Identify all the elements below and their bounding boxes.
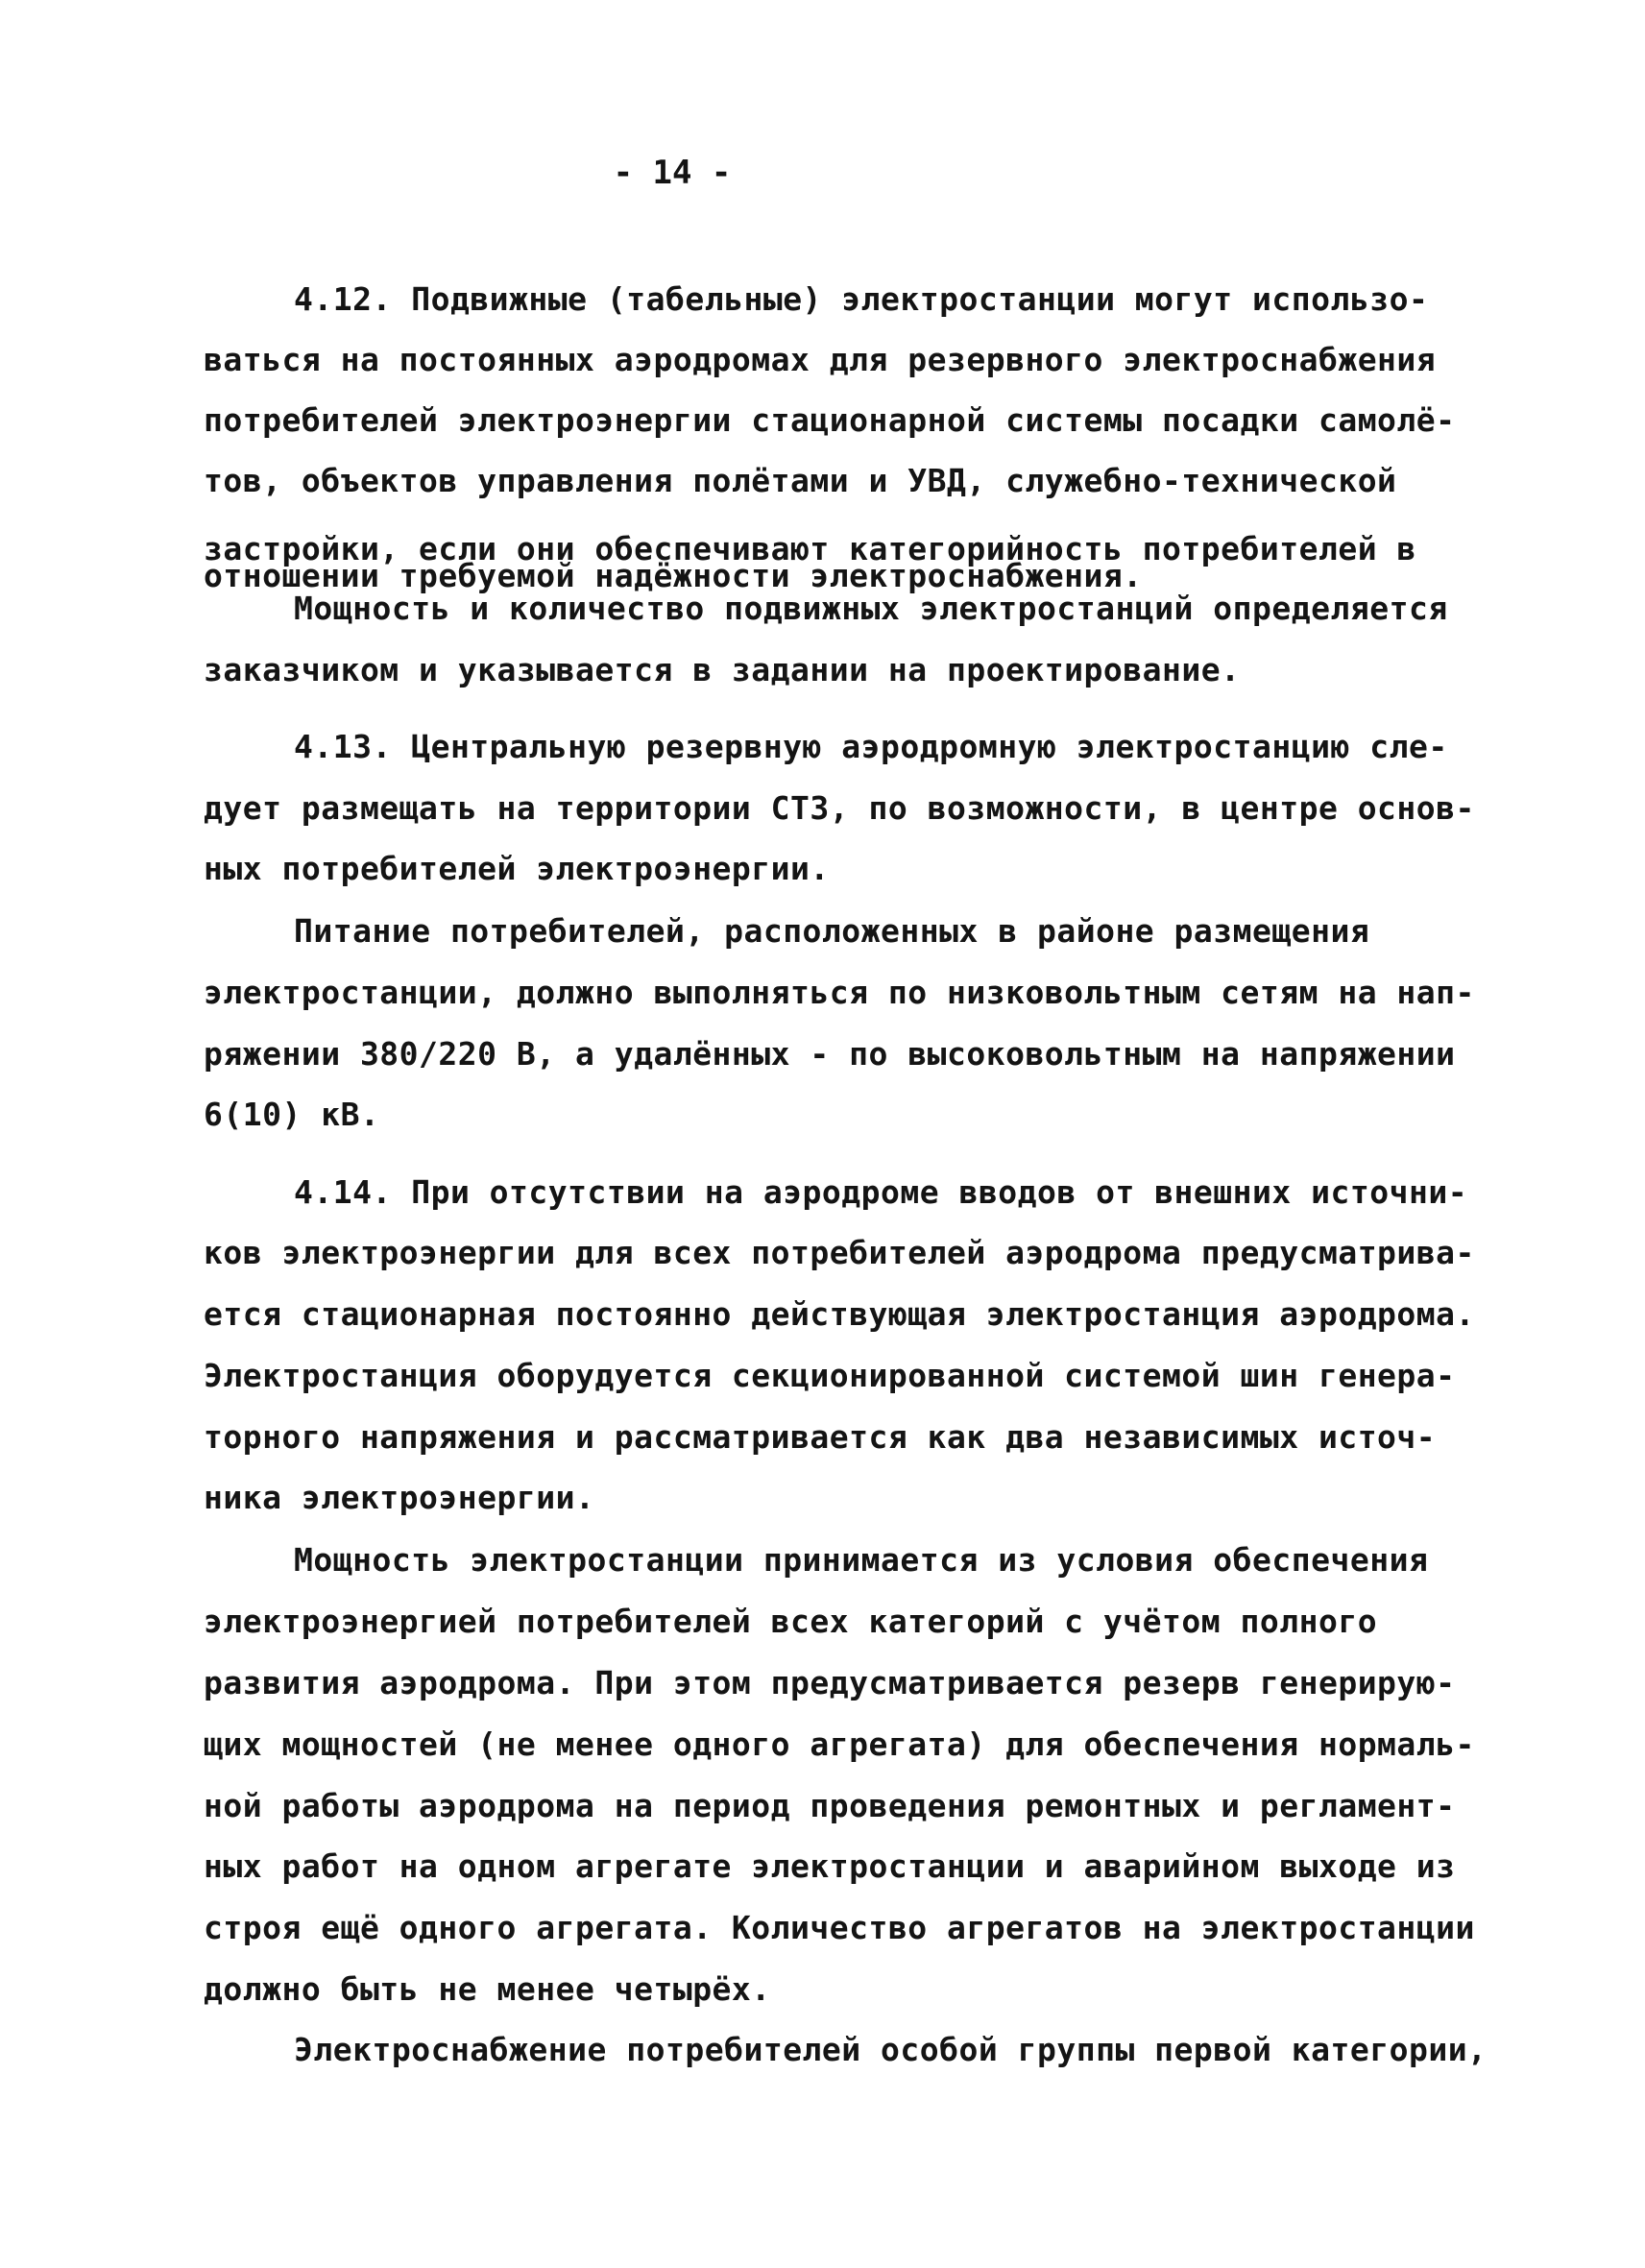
text-line: Мощность и количество подвижных электростанций определяется <box>294 590 1448 627</box>
text-line: ряжении 380/220 В, а удалённых - по высоковольтным на напряжении <box>204 1035 1456 1073</box>
text-line: застройки, если они обеспечивают категорийность потребителей в <box>204 530 1416 567</box>
text-line: Электроснабжение потребителей особой группы первой категории, <box>294 2031 1488 2068</box>
text-line: отношении требуемой надёжности электроснабжения. <box>204 557 1143 594</box>
text-line: ной работы аэродрома на период проведения ремонтных и регламент- <box>204 1787 1456 1824</box>
text-line: дует размещать на территории СТЗ, по возможности, в центре основ- <box>204 789 1475 827</box>
text-line: ется стационарная постоянно действующая электростанция аэродрома. <box>204 1295 1475 1333</box>
text-line: строя ещё одного агрегата. Количество агрегатов на электростанции <box>204 1909 1475 1946</box>
text-line: тов, объектов управления полётами и УВД, служебно-технической <box>204 462 1397 499</box>
text-line: ника электроэнергии. <box>204 1479 595 1516</box>
text-line: Электростанция оборудуется секционированной системой шин генера- <box>204 1357 1456 1394</box>
text-line: электростанции, должно выполняться по низковольтным сетям на нап- <box>204 974 1475 1011</box>
page-number: - 14 - <box>613 154 732 192</box>
text-line: Мощность электростанции принимается из условия обеспечения <box>294 1541 1429 1579</box>
text-line: должно быть не менее четырёх. <box>204 1970 771 2008</box>
text-line: ных потребителей электроэнергии. <box>204 850 830 887</box>
text-line: 4.13. Центральную резервную аэродромную электростанцию сле- <box>294 728 1448 765</box>
text-line: ваться на постоянных аэродромах для резервного электроснабжения <box>204 341 1437 378</box>
text-line: щих мощностей (не менее одного агрегата) для обеспечения нормаль- <box>204 1725 1475 1763</box>
text-line: потребителей электроэнергии стационарной системы посадки самолё- <box>204 401 1456 439</box>
text-line: торного напряжения и рассматривается как два независимых источ- <box>204 1418 1437 1456</box>
text-line: электроэнергией потребителей всех категорий с учётом полного <box>204 1603 1378 1640</box>
text-line: 4.12. Подвижные (табельные) электростанции могут использо- <box>294 280 1429 318</box>
text-line: ков электроэнергии для всех потребителей аэродрома предусматрива- <box>204 1234 1475 1271</box>
text-line: ных работ на одном агрегате электростанции и аварийном выходе из <box>204 1847 1456 1885</box>
text-line: 4.14. При отсутствии на аэродроме вводов от внешних источни- <box>294 1173 1468 1211</box>
text-line: Питание потребителей, расположенных в районе размещения <box>294 912 1370 950</box>
text-line: заказчиком и указывается в задании на проектирование. <box>204 651 1241 688</box>
text-line: развития аэродрома. При этом предусматривается резерв генерирую- <box>204 1664 1456 1701</box>
text-line: 6(10) кВ. <box>204 1096 380 1133</box>
